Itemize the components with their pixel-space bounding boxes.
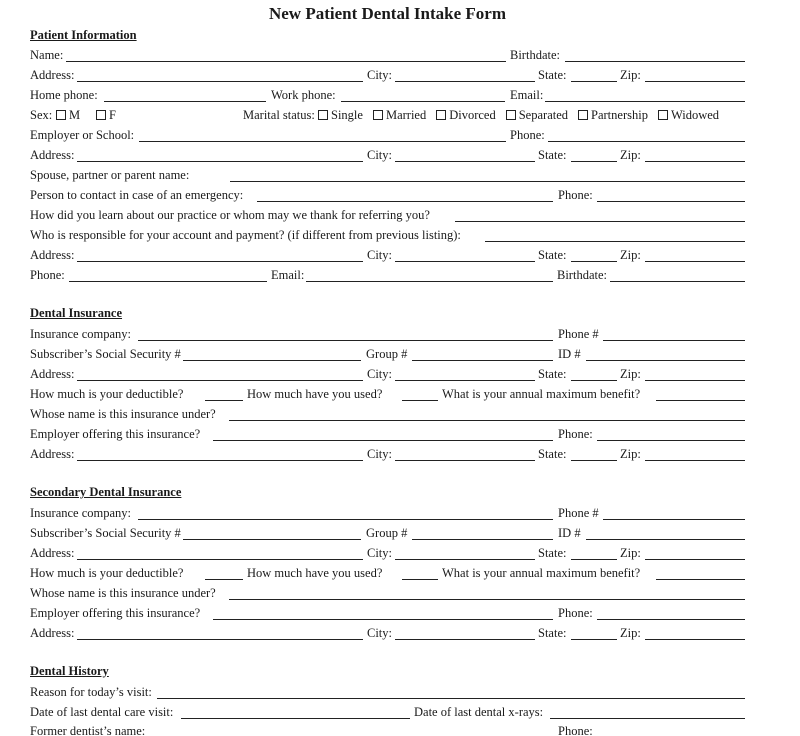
- row-sec-deductible: [30, 565, 745, 581]
- sex-m-text: M: [69, 108, 81, 122]
- reason-label: Reason for today’s visit:: [30, 685, 152, 699]
- row-reason: [30, 684, 745, 700]
- emergency-phone-label: Phone:: [558, 188, 593, 202]
- employer-phone-field[interactable]: [597, 440, 745, 441]
- row-address-3: [30, 247, 745, 263]
- zip-label: Zip:: [620, 447, 641, 461]
- used-field[interactable]: [402, 579, 438, 580]
- address-label: Address:: [30, 367, 75, 381]
- address-label: Address:: [30, 248, 75, 262]
- city-label: City:: [367, 626, 393, 640]
- city-label: City:: [367, 367, 393, 381]
- responsible-label: Who is responsible for your account and payment? (if different from previous listing):: [30, 228, 461, 242]
- address-field[interactable]: [77, 161, 363, 162]
- address-label: Address:: [30, 546, 75, 560]
- employer-field[interactable]: [213, 440, 553, 441]
- city-field[interactable]: [395, 639, 535, 640]
- zip-field[interactable]: [645, 460, 745, 461]
- deductible-label: How much is your deductible?: [30, 387, 184, 401]
- state-label: State:: [538, 68, 567, 82]
- sex-option-m[interactable]: [56, 107, 80, 123]
- state-label: State:: [538, 447, 567, 461]
- zip-field[interactable]: [645, 380, 745, 381]
- ssn-label: Subscriber’s Social Security #: [30, 526, 181, 540]
- zip-field[interactable]: [645, 639, 745, 640]
- marital-option-text: Married: [385, 108, 427, 122]
- state-field[interactable]: [571, 161, 617, 162]
- sex-f-text: F: [109, 108, 116, 122]
- address-label: Address:: [30, 447, 75, 461]
- form-title: New Patient Dental Intake Form: [268, 4, 506, 23]
- id-label: ID #: [558, 526, 581, 540]
- home-phone-field[interactable]: [104, 101, 266, 102]
- birthdate-label: Birthdate:: [557, 268, 607, 282]
- city-field[interactable]: [395, 81, 535, 82]
- marital-option-text: Single: [331, 108, 363, 122]
- used-label: How much have you used?: [247, 387, 383, 401]
- zip-field[interactable]: [645, 261, 745, 262]
- section-heading-insurance: Dental Insurance: [30, 306, 123, 320]
- row-sec-whose: [30, 585, 745, 601]
- insurance-phone-field[interactable]: [603, 519, 745, 520]
- section-heading-secondary: Secondary Dental Insurance: [30, 485, 182, 499]
- city-label: City:: [367, 68, 393, 82]
- row-emergency: [30, 187, 745, 203]
- spouse-label: Spouse, partner or parent name:: [30, 168, 190, 182]
- id-field[interactable]: [586, 539, 745, 540]
- employer-label: Employer offering this insurance?: [30, 606, 201, 620]
- deductible-field[interactable]: [205, 400, 243, 401]
- deductible-label: How much is your deductible?: [30, 566, 184, 580]
- employer-field[interactable]: [213, 619, 553, 620]
- work-phone-label: Work phone:: [271, 88, 336, 102]
- deductible-field[interactable]: [205, 579, 243, 580]
- marital-option-text: Partnership: [591, 108, 648, 122]
- city-label: City:: [367, 148, 393, 162]
- marital-status-group: [243, 107, 719, 123]
- employer-field[interactable]: [139, 141, 506, 142]
- former-dentist-label: Former dentist’s name:: [30, 724, 146, 736]
- ssn-field[interactable]: [183, 360, 361, 361]
- responsible-field[interactable]: [485, 241, 745, 242]
- marital-option-divorced[interactable]: [436, 108, 496, 122]
- used-field[interactable]: [402, 400, 438, 401]
- employer-phone-field[interactable]: [597, 619, 745, 620]
- marital-option-text: Divorced: [449, 108, 496, 122]
- address-label: Address:: [30, 626, 75, 640]
- whose-field[interactable]: [229, 420, 745, 421]
- emergency-field[interactable]: [257, 201, 553, 202]
- max-benefit-field[interactable]: [656, 579, 745, 580]
- zip-label: Zip:: [620, 68, 641, 82]
- city-field[interactable]: [395, 460, 535, 461]
- reason-field[interactable]: [157, 698, 745, 699]
- marital-option-widowed[interactable]: [658, 108, 719, 122]
- insurance-company-label: Insurance company:: [30, 506, 132, 520]
- referral-label: How did you learn about our practice or whom may we thank for referring you?: [30, 208, 430, 222]
- marital-option-married[interactable]: [373, 108, 426, 122]
- used-label: How much have you used?: [247, 566, 383, 580]
- zip-field[interactable]: [645, 559, 745, 560]
- phone-field[interactable]: [69, 281, 267, 282]
- state-label: State:: [538, 626, 567, 640]
- row-contact-3: [30, 267, 745, 283]
- checkbox-icon[interactable]: [96, 110, 106, 120]
- address-label: Address:: [30, 148, 75, 162]
- city-field[interactable]: [395, 380, 535, 381]
- row-ins-address-2: [30, 446, 745, 462]
- phone-label: Phone:: [30, 268, 65, 282]
- group-label: Group #: [366, 526, 408, 540]
- insurance-phone-field[interactable]: [603, 340, 745, 341]
- checkbox-icon[interactable]: [578, 110, 588, 120]
- zip-field[interactable]: [645, 161, 745, 162]
- state-field[interactable]: [571, 261, 617, 262]
- insurance-company-field[interactable]: [138, 340, 553, 341]
- name-label: Name:: [30, 48, 64, 62]
- work-phone-field[interactable]: [341, 101, 505, 102]
- zip-field[interactable]: [645, 81, 745, 82]
- address-field[interactable]: [77, 380, 363, 381]
- checkbox-icon[interactable]: [658, 110, 668, 120]
- id-field[interactable]: [586, 360, 745, 361]
- state-field[interactable]: [571, 639, 617, 640]
- row-sec-address: [30, 545, 745, 561]
- state-label: State:: [538, 546, 567, 560]
- insurance-company-label: Insurance company:: [30, 327, 132, 341]
- address-field[interactable]: [77, 460, 363, 461]
- insurance-phone-label: Phone #: [558, 506, 599, 520]
- row-former-dentist: [30, 723, 745, 736]
- checkbox-icon[interactable]: [373, 110, 383, 120]
- city-label: City:: [367, 546, 393, 560]
- email-field[interactable]: [545, 101, 745, 102]
- max-benefit-label: What is your annual maximum benefit?: [442, 387, 641, 401]
- row-name: [30, 47, 745, 63]
- row-sec-ssn: [30, 525, 745, 541]
- row-sex-marital: [30, 107, 745, 123]
- address-label: Address:: [30, 68, 75, 82]
- whose-label: Whose name is this insurance under?: [30, 407, 216, 421]
- zip-label: Zip:: [620, 148, 641, 162]
- group-label: Group #: [366, 347, 408, 361]
- employer-phone-label: Phone:: [558, 606, 593, 620]
- zip-label: Zip:: [620, 367, 641, 381]
- row-ins-company: [30, 326, 745, 342]
- address-field[interactable]: [77, 559, 363, 560]
- marital-option-text: Separated: [518, 108, 569, 122]
- home-phone-label: Home phone:: [30, 88, 98, 102]
- row-sec-company: [30, 505, 745, 521]
- emergency-label: Person to contact in case of an emergency:: [30, 188, 244, 202]
- city-field[interactable]: [395, 161, 535, 162]
- email-label: Email:: [510, 88, 544, 102]
- address-field[interactable]: [77, 81, 363, 82]
- last-xray-label: Date of last dental x-rays:: [414, 705, 544, 719]
- email-label: Email:: [271, 268, 305, 282]
- employer-phone-field[interactable]: [548, 141, 745, 142]
- marital-option-single[interactable]: [318, 108, 363, 122]
- row-phones: [30, 87, 745, 103]
- row-referral: [30, 207, 745, 223]
- city-field[interactable]: [395, 559, 535, 560]
- row-ins-ssn: [30, 346, 745, 362]
- zip-label: Zip:: [620, 626, 641, 640]
- section-heading-patient: Patient Information: [30, 28, 137, 42]
- address-field[interactable]: [77, 639, 363, 640]
- row-spouse: [30, 167, 745, 183]
- state-field[interactable]: [571, 559, 617, 560]
- birthdate-field[interactable]: [610, 281, 745, 282]
- former-dentist-phone-label: Phone:: [558, 724, 593, 736]
- spouse-field[interactable]: [230, 181, 745, 182]
- state-field[interactable]: [571, 460, 617, 461]
- row-responsible: [30, 227, 745, 243]
- employer-phone-label: Phone:: [558, 427, 593, 441]
- insurance-phone-label: Phone #: [558, 327, 599, 341]
- insurance-company-field[interactable]: [138, 519, 553, 520]
- whose-label: Whose name is this insurance under?: [30, 586, 216, 600]
- last-xray-field[interactable]: [550, 718, 745, 719]
- employer-phone-label: Phone:: [510, 128, 545, 142]
- birthdate-label: Birthdate:: [510, 48, 560, 62]
- state-label: State:: [538, 248, 567, 262]
- city-label: City:: [367, 248, 393, 262]
- state-label: State:: [538, 367, 567, 381]
- city-label: City:: [367, 447, 393, 461]
- group-field[interactable]: [412, 539, 553, 540]
- ssn-field[interactable]: [183, 539, 361, 540]
- sex-label: Sex:: [30, 108, 53, 122]
- row-sec-employer: [30, 605, 745, 621]
- sex-option-f[interactable]: [96, 107, 116, 123]
- row-ins-deductible: [30, 386, 745, 402]
- last-visit-field[interactable]: [181, 718, 410, 719]
- row-address-2: [30, 147, 745, 163]
- row-last-visit: [30, 704, 745, 720]
- marital-label: Marital status:: [243, 108, 315, 122]
- zip-label: Zip:: [620, 248, 641, 262]
- birthdate-field[interactable]: [565, 61, 745, 62]
- last-visit-label: Date of last dental care visit:: [30, 705, 174, 719]
- max-benefit-label: What is your annual maximum benefit?: [442, 566, 641, 580]
- marital-option-partnership[interactable]: [578, 108, 648, 122]
- row-employer: [30, 127, 745, 143]
- state-field[interactable]: [571, 380, 617, 381]
- address-field[interactable]: [77, 261, 363, 262]
- marital-option-separated[interactable]: [506, 108, 568, 122]
- row-ins-address: [30, 366, 745, 382]
- emergency-phone-field[interactable]: [597, 201, 745, 202]
- ssn-label: Subscriber’s Social Security #: [30, 347, 181, 361]
- employer-label: Employer or School:: [30, 128, 135, 142]
- name-field[interactable]: [66, 61, 506, 62]
- referral-field[interactable]: [455, 221, 745, 222]
- state-field[interactable]: [571, 81, 617, 82]
- row-ins-whose: [30, 406, 745, 422]
- id-label: ID #: [558, 347, 581, 361]
- zip-label: Zip:: [620, 546, 641, 560]
- checkbox-icon[interactable]: [318, 110, 328, 120]
- marital-option-text: Widowed: [670, 108, 720, 122]
- email-field[interactable]: [306, 281, 553, 282]
- whose-field[interactable]: [229, 599, 745, 600]
- city-field[interactable]: [395, 261, 535, 262]
- row-address: [30, 67, 745, 83]
- row-ins-employer: [30, 426, 745, 442]
- max-benefit-field[interactable]: [656, 400, 745, 401]
- state-label: State:: [538, 148, 567, 162]
- checkbox-icon[interactable]: [56, 110, 66, 120]
- row-sec-address-2: [30, 625, 745, 641]
- group-field[interactable]: [412, 360, 553, 361]
- section-heading-history: Dental History: [30, 664, 109, 678]
- checkbox-icon[interactable]: [506, 110, 516, 120]
- checkbox-icon[interactable]: [436, 110, 446, 120]
- employer-label: Employer offering this insurance?: [30, 427, 201, 441]
